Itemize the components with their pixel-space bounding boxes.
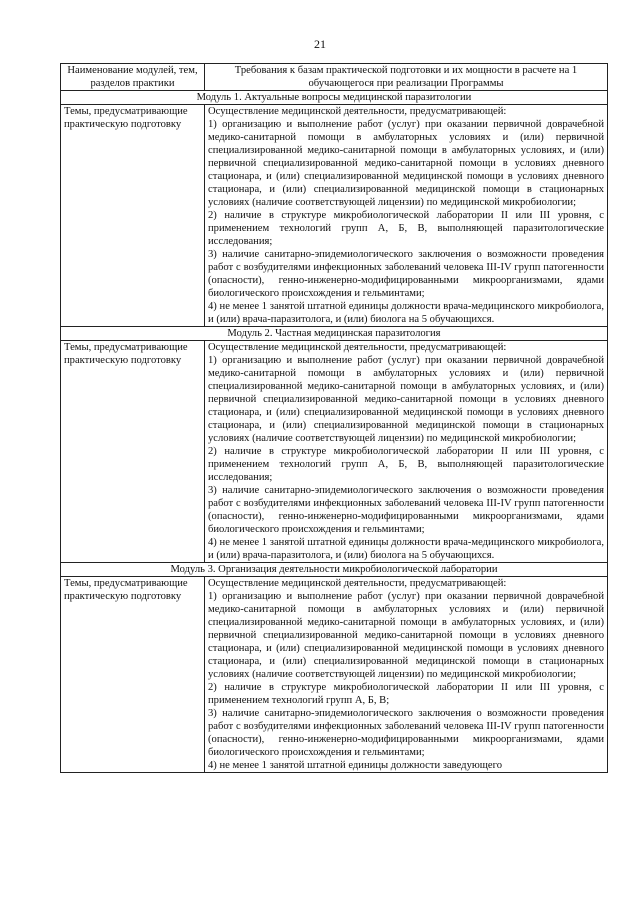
- requirement-item: 2) наличие в структуре микробиологической лаборатории II или III уровня, с применением технологий групп А, Б, В, выполняющей паразитологические исследования;: [208, 446, 604, 483]
- table-row: [61, 341, 608, 563]
- requirements-cell: [205, 341, 608, 563]
- requirement-item: 3) наличие санитарно-эпидемиологического заключения о возможности проведения работ с возбудителями инфекционных заболеваний человека III-IV групп патогенности (опасности), генно-инженерно-модифицированными микроорганизмами, ядами биологического происхождения и гельминтами;: [208, 249, 604, 299]
- requirement-item: 4) не менее 1 занятой штатной единицы должности врача-медицинского микробиолога, и (или) врача-паразитолога, и (или) биолога на 5 обучающихся.: [208, 537, 604, 561]
- requirements-cell: [205, 105, 608, 327]
- header-requirements: Требования к базам практической подготовки и их мощности в расчете на 1 обучающегося при реализации Программы: [205, 64, 608, 91]
- requirement-item: 1) организацию и выполнение работ (услуг) при оказании первичной доврачебной медико-санитарной помощи в амбулаторных условиях и (или) первичной специализированной медико-санитарной помощи в амбулаторных условиях, и (или) первичной специализированной медико-санитарной помощи в условиях дневного стационара, и (или) специализированной медицинской помощи в условиях дневного стационара, и (или) специализированной медицинской помощи в стационарных условиях (наличие соответствующей лицензии) по медицинской микробиологии;: [208, 355, 604, 444]
- topic-cell: Темы, предусматривающие практическую подготовку: [61, 341, 205, 563]
- topic-cell: Темы, предусматривающие практическую подготовку: [61, 577, 205, 773]
- table-header-row: [61, 64, 608, 91]
- requirement-item: 4) не менее 1 занятой штатной единицы должности заведующего: [208, 760, 503, 771]
- module-title: Модуль 1. Актуальные вопросы медицинской паразитологии: [61, 91, 608, 105]
- module-row: [61, 327, 608, 341]
- requirements-intro: Осуществление медицинской деятельности, предусматривающей:: [208, 106, 507, 117]
- requirement-item: 2) наличие в структуре микробиологической лаборатории II или III уровня, с применением технологий групп А, Б, В, выполняющей паразитологические исследования;: [208, 210, 604, 247]
- page-number: 21: [314, 37, 326, 51]
- requirement-item: 4) не менее 1 занятой штатной единицы должности врача-медицинского микробиолога, и (или) врача-паразитолога, и (или) биолога на 5 обучающихся.: [208, 301, 604, 325]
- requirements-intro: Осуществление медицинской деятельности, предусматривающей:: [208, 578, 507, 589]
- module-row: [61, 563, 608, 577]
- practice-bases-table: [60, 63, 608, 773]
- requirement-item: 3) наличие санитарно-эпидемиологического заключения о возможности проведения работ с возбудителями инфекционных заболеваний человека III-IV групп патогенности (опасности), генно-инженерно-модифицированными микроорганизмами, ядами биологического происхождения и гельминтами;: [208, 708, 604, 758]
- requirement-item: 1) организацию и выполнение работ (услуг) при оказании первичной доврачебной медико-санитарной помощи в амбулаторных условиях и (или) первичной специализированной медико-санитарной помощи в амбулаторных условиях, и (или) первичной специализированной медико-санитарной помощи в условиях дневного стационара, и (или) специализированной медицинской помощи в условиях дневного стационара, и (или) специализированной медицинской помощи в стационарных условиях (наличие соответствующей лицензии) по медицинской микробиологии;: [208, 119, 604, 208]
- table-row: [61, 105, 608, 327]
- header-modules: Наименование модулей, тем, разделов практики: [61, 64, 205, 91]
- requirements-intro: Осуществление медицинской деятельности, предусматривающей:: [208, 342, 507, 353]
- topic-cell: Темы, предусматривающие практическую подготовку: [61, 105, 205, 327]
- module-row: [61, 91, 608, 105]
- module-title: Модуль 3. Организация деятельности микробиологической лаборатории: [61, 563, 608, 577]
- module-title: Модуль 2. Частная медицинская паразитология: [61, 327, 608, 341]
- requirement-item: 3) наличие санитарно-эпидемиологического заключения о возможности проведения работ с возбудителями инфекционных заболеваний человека III-IV групп патогенности (опасности), генно-инженерно-модифицированными микроорганизмами, ядами биологического происхождения и гельминтами;: [208, 485, 604, 535]
- table-row: [61, 577, 608, 773]
- requirement-item: 1) организацию и выполнение работ (услуг) при оказании первичной доврачебной медико-санитарной помощи в амбулаторных условиях и (или) первичной специализированной медико-санитарной помощи в амбулаторных условиях, и (или) первичной специализированной медико-санитарной помощи в условиях дневного стационара, и (или) специализированной медицинской помощи в условиях дневного стационара, и (или) специализированной медицинской помощи в стационарных условиях (наличие соответствующей лицензии) по медицинской микробиологии;: [208, 591, 604, 680]
- requirement-item: 2) наличие в структуре микробиологической лаборатории II или III уровня, с применением технологий групп А, Б, В;: [208, 682, 604, 706]
- requirements-cell: [205, 577, 608, 773]
